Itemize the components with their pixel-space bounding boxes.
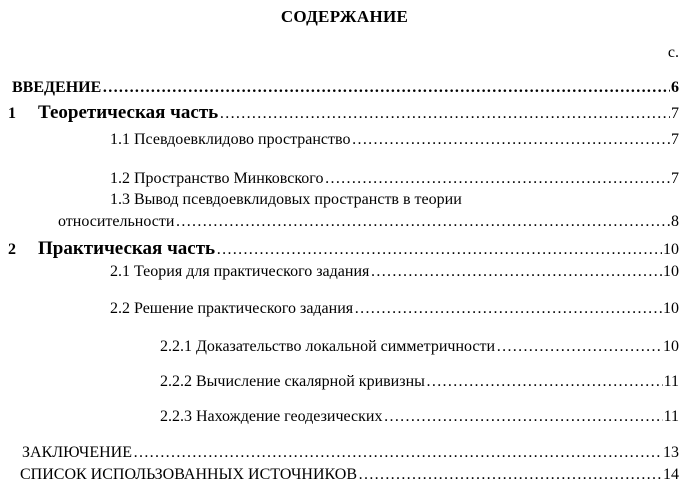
toc-entry-label: 2.2 Решение практического задания bbox=[110, 300, 354, 317]
toc-entry-label: Практическая часть bbox=[38, 238, 216, 259]
toc-entry-introduction[interactable] bbox=[12, 79, 679, 97]
page-column-header: с. bbox=[667, 44, 679, 61]
leader-dots bbox=[354, 300, 662, 318]
leader-dots bbox=[175, 213, 670, 231]
toc-entry-references[interactable] bbox=[20, 466, 679, 484]
toc-entry-2-2[interactable] bbox=[110, 300, 679, 318]
leader-dots bbox=[351, 131, 670, 149]
toc-entry-number: 1 bbox=[8, 105, 16, 122]
toc-entry-label: 2.2.2 Вычисление скалярной кривизны bbox=[160, 373, 425, 390]
toc-entry-page: 7 bbox=[671, 131, 679, 148]
toc-entry-label: СПИСОК ИСПОЛЬЗОВАННЫХ ИСТОЧНИКОВ bbox=[20, 466, 358, 483]
leader-dots bbox=[219, 105, 670, 123]
toc-entry-page: 7 bbox=[671, 105, 679, 122]
toc-entry-1-3[interactable] bbox=[58, 213, 679, 231]
toc-entry-label: 2.1 Теория для практического задания bbox=[110, 263, 370, 280]
toc-entry-page: 8 bbox=[671, 213, 679, 230]
toc-entry-1-1[interactable] bbox=[110, 131, 679, 149]
toc-entry-page: 10 bbox=[663, 300, 679, 317]
toc-entry-page: 10 bbox=[663, 241, 679, 258]
toc-entry-2-2-2[interactable] bbox=[160, 373, 679, 391]
toc-entry-practice[interactable] bbox=[8, 238, 679, 260]
toc-entry-1-2[interactable] bbox=[110, 170, 679, 188]
toc-entry-page: 6 bbox=[671, 79, 679, 96]
toc-entry-label: ЗАКЛЮЧЕНИЕ bbox=[22, 444, 132, 461]
document-title: СОДЕРЖАНИЕ bbox=[280, 7, 409, 26]
leader-dots bbox=[496, 338, 662, 356]
toc-entry-2-2-1[interactable] bbox=[160, 338, 679, 356]
leader-dots bbox=[426, 373, 663, 391]
toc-entry-label: Теоретическая часть bbox=[38, 102, 219, 123]
leader-dots bbox=[358, 466, 662, 484]
toc-entry-label: 2.2.1 Доказательство локальной симметричности bbox=[160, 338, 496, 355]
toc-entry-page: 10 bbox=[663, 338, 679, 355]
toc-entry-page: 7 bbox=[671, 170, 679, 187]
toc-entry-page: 10 bbox=[663, 263, 679, 280]
toc-entry-conclusion[interactable] bbox=[22, 444, 679, 462]
toc-entry-label: 1.2 Пространство Минковского bbox=[110, 170, 324, 187]
toc-entry-label: 2.2.3 Нахождение геодезических bbox=[160, 408, 383, 425]
toc-entry-theory[interactable] bbox=[8, 102, 679, 124]
toc-entry-page: 11 bbox=[663, 408, 679, 425]
toc-entry-number: 2 bbox=[8, 241, 16, 258]
leader-dots bbox=[216, 241, 662, 259]
toc-entry-1-3-line1[interactable]: 1.3 Вывод псевдоевклидовых пространств в теории bbox=[110, 191, 462, 208]
toc-entry-label: ВВЕДЕНИЕ bbox=[12, 79, 102, 96]
toc-entry-2-2-3[interactable] bbox=[160, 408, 679, 426]
toc-entry-label: 1.1 Псевдоевклидово пространство bbox=[110, 131, 351, 148]
leader-dots bbox=[133, 444, 662, 462]
toc-entry-page: 14 bbox=[663, 466, 679, 483]
leader-dots bbox=[102, 79, 670, 97]
toc-entry-page: 11 bbox=[663, 373, 679, 390]
toc-entry-page: 13 bbox=[663, 444, 679, 461]
leader-dots bbox=[370, 263, 662, 281]
leader-dots bbox=[324, 170, 670, 188]
toc-entry-label: относительности bbox=[58, 213, 175, 230]
toc-entry-2-1[interactable] bbox=[110, 263, 679, 281]
leader-dots bbox=[383, 408, 662, 426]
